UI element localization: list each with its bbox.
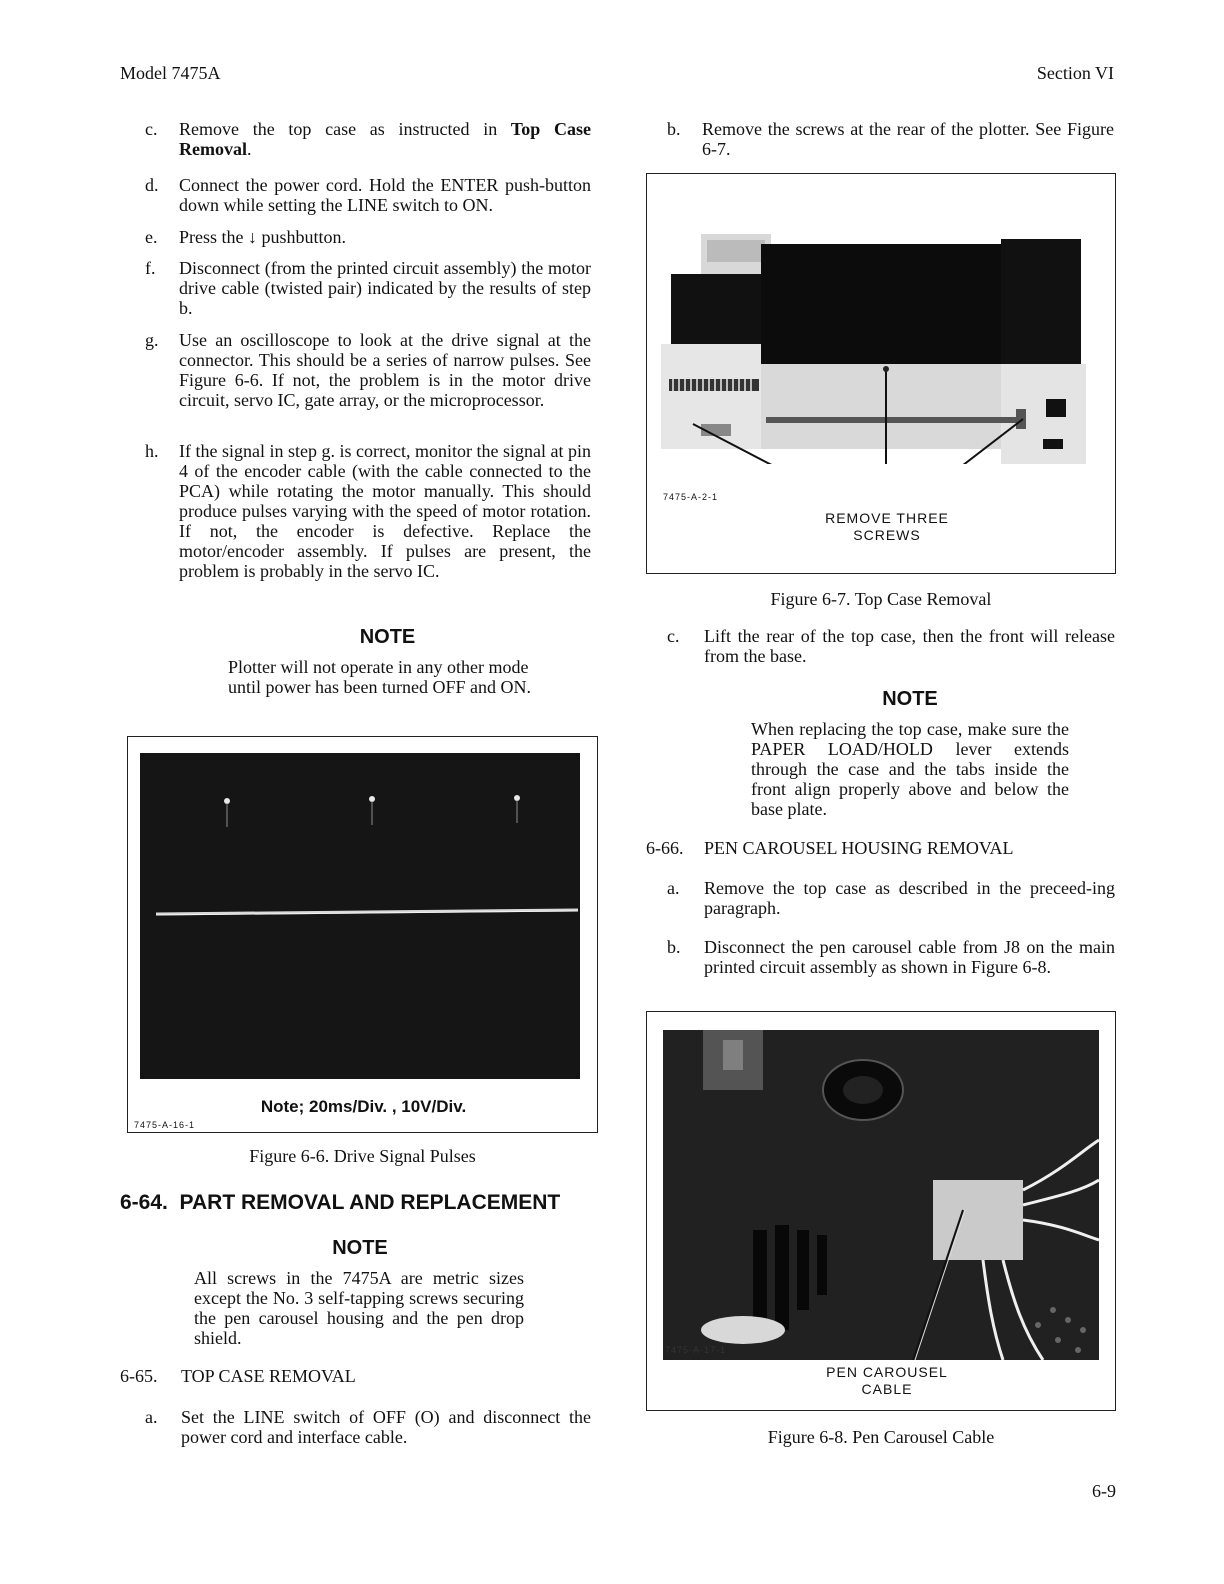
figure-6-8-callout <box>787 1364 987 1398</box>
header-section: Section VI <box>1036 63 1114 83</box>
callout-line-1: PEN CAROUSEL <box>826 1364 948 1380</box>
step-label: g. <box>145 330 159 350</box>
figure-6-7-caption: Figure 6-7. Top Case Removal <box>770 589 992 609</box>
note-text: All screws in the 7475A are metric sizes except the No. 3 self-tapping screws securing the pen carousel housing and the pen drop shield. <box>194 1268 524 1348</box>
note-title: NOTE <box>332 1237 388 1259</box>
step-text: Press the ↓ pushbutton. <box>179 227 347 247</box>
step-label: a. <box>145 1407 158 1427</box>
oscilloscope-photo <box>140 753 580 1079</box>
step-c <box>145 119 595 161</box>
subheading-number: 6-66. <box>646 838 684 858</box>
step-label: c. <box>667 626 680 646</box>
step-text: Use an oscilloscope to look at the drive signal at the connector. This should be a series of narrow pulses. See Figure 6-6. If not, the problem is in the motor drive circuit, servo IC, gate array, or the microprocessor. <box>179 330 591 410</box>
note-text: When replacing the top case, make sure the PAPER LOAD/HOLD lever extends through the case and the tabs inside the front align properly above and below the base plate. <box>751 719 1069 819</box>
subheading-title: PEN CAROUSEL HOUSING REMOVAL <box>704 838 1014 858</box>
figure-6-7-callout <box>787 510 987 544</box>
figure-6-6-frame <box>127 736 598 1133</box>
pcb-photo <box>663 1030 1099 1360</box>
step-text: Disconnect (from the printed circuit assembly) the motor drive cable (twisted pair) indicated by the results of step b. <box>179 258 591 318</box>
step-text: Remove the top case as described in the preceed-ing paragraph. <box>704 878 1115 918</box>
figure-6-8-caption: Figure 6-8. Pen Carousel Cable <box>767 1427 995 1447</box>
step-text: Connect the power cord. Hold the ENTER push-button down while setting the LINE switch to ON. <box>179 175 591 215</box>
section-heading: 6-64. PART REMOVAL AND REPLACEMENT <box>120 1191 561 1214</box>
step-label: e. <box>145 227 158 247</box>
note-title: NOTE <box>359 626 416 648</box>
header-model: Model 7475A <box>120 63 221 83</box>
step-label: d. <box>145 175 159 195</box>
step-label: c. <box>145 119 158 139</box>
step-label: b. <box>667 119 681 139</box>
callout-line-2: CABLE <box>861 1381 913 1397</box>
subheading-title: TOP CASE REMOVAL <box>181 1366 356 1386</box>
step-text: Remove the top case as instructed in <box>179 119 511 139</box>
step-text: Remove the screws at the rear of the plotter. See Figure 6-7. <box>702 119 1114 159</box>
figure-6-6-note: Note; 20ms/Div. , 10V/Div. <box>260 1097 467 1116</box>
figure-6-7-code: 7475-A-2-1 <box>663 492 719 502</box>
callout-line-2: SCREWS <box>853 527 921 543</box>
page-number: 6-9 <box>1092 1481 1116 1501</box>
step-label: f. <box>145 258 156 278</box>
step-text: Lift the rear of the top case, then the front will release from the base. <box>704 626 1115 666</box>
note-text: Plotter will not operate in any other mode until power has been turned OFF and ON. <box>228 657 531 697</box>
figure-6-7-frame <box>646 173 1116 574</box>
figure-6-6-code: 7475-A-16-1 <box>134 1120 196 1130</box>
step-label: a. <box>667 878 680 898</box>
step-text-end: . <box>246 139 252 159</box>
callout-line-1: REMOVE THREE <box>825 510 949 526</box>
step-text: Disconnect the pen carousel cable from J8 on the main printed circuit assembly as shown in Figure 6-8. <box>704 937 1115 977</box>
step-bold-ref: Top Case Removal <box>179 119 591 159</box>
figure-6-6-caption: Figure 6-6. Drive Signal Pulses <box>249 1146 476 1166</box>
plotter-photo <box>661 234 1101 464</box>
step-text: If the signal in step g. is correct, monitor the signal at pin 4 of the encoder cable (with the cable connected to the PCA) while rotating the motor manually. This should produce pulses varying with the speed of motor rotation. If not, the encoder is defective. Replace the motor/encoder assembly. If pulses are present, the problem is probably in the servo IC. <box>179 441 591 581</box>
subheading-number: 6-65. <box>120 1366 158 1386</box>
figure-6-8-code: 7475-A-17-1 <box>665 1345 727 1355</box>
figure-6-8-frame <box>646 1011 1116 1411</box>
step-label: h. <box>145 441 159 461</box>
step-label: b. <box>667 937 681 957</box>
note-title: NOTE <box>882 688 938 710</box>
step-text: Set the LINE switch of OFF (O) and disconnect the power cord and interface cable. <box>181 1407 591 1447</box>
